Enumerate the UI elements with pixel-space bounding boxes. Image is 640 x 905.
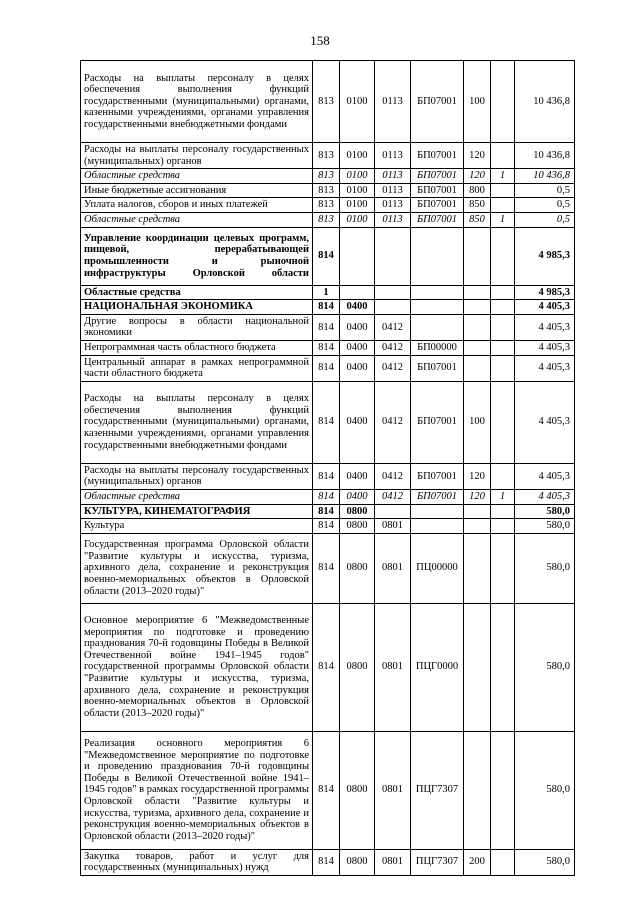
table-row — [81, 355, 575, 381]
row-name-cell: Основное мероприятие 6 "Межведомственные мероприятия по подготовке и проведению празднования 70-й годовщины Победы в Великой Отечественной войне 1941–1945 годов" государственной программы Орловской области "Развитие культуры и искусства, туризма, архивного дела, сохранение и реконструкция военно-мемориальных объектов в Орловской области (2013–2020 годы)" — [81, 603, 313, 731]
amount-cell: 4 405,3 — [515, 381, 575, 463]
expense-type-cell: 800 — [464, 183, 491, 198]
ministry-code-cell: 813 — [313, 169, 340, 184]
amount-cell: 10 436,8 — [515, 169, 575, 184]
row-name-cell: Областные средства — [81, 285, 313, 300]
target-article-cell: БП07001 — [411, 198, 464, 213]
ministry-code-cell: 814 — [313, 340, 340, 355]
subsection-code-cell: 0412 — [375, 489, 411, 504]
target-article-cell — [411, 504, 464, 519]
table-row — [81, 227, 575, 285]
subsection-code-cell — [375, 300, 411, 315]
amount-cell: 580,0 — [515, 519, 575, 534]
section-code-cell: 0800 — [340, 731, 375, 849]
subsection-code-cell: 0113 — [375, 212, 411, 227]
amount-cell: 4 405,3 — [515, 489, 575, 504]
target-article-cell: БП07001 — [411, 183, 464, 198]
target-article-cell: ПЦГ7307 — [411, 849, 464, 875]
table-row — [81, 504, 575, 519]
row-name-cell: Иные бюджетные ассигнования — [81, 183, 313, 198]
row-name-cell: Расходы на выплаты персоналу в целях обеспечения выполнения функций государственными (муниципальными) органами, казенными учреждениями, органами управления государственными внебюджетными фондами — [81, 381, 313, 463]
target-article-cell — [411, 227, 464, 285]
table-row — [81, 519, 575, 534]
subsection-code-cell: 0801 — [375, 519, 411, 534]
section-code-cell: 0800 — [340, 603, 375, 731]
ministry-code-cell: 813 — [313, 183, 340, 198]
expense-type-cell: 120 — [464, 463, 491, 489]
amount-cell: 580,0 — [515, 849, 575, 875]
section-code-cell: 0100 — [340, 143, 375, 169]
expense-type-cell: 100 — [464, 61, 491, 143]
expense-type-cell: 200 — [464, 849, 491, 875]
table-row — [81, 143, 575, 169]
ministry-code-cell: 814 — [313, 489, 340, 504]
subsection-code-cell — [375, 504, 411, 519]
funding-source-cell — [491, 731, 515, 849]
funding-source-cell — [491, 463, 515, 489]
target-article-cell: БП07001 — [411, 463, 464, 489]
subsection-code-cell: 0113 — [375, 169, 411, 184]
expense-type-cell — [464, 731, 491, 849]
funding-source-cell — [491, 227, 515, 285]
expense-type-cell — [464, 227, 491, 285]
target-article-cell: БП07001 — [411, 489, 464, 504]
page-number: 158 — [310, 33, 330, 48]
ministry-code-cell: 813 — [313, 198, 340, 213]
funding-source-cell — [491, 519, 515, 534]
expense-type-cell — [464, 285, 491, 300]
amount-cell: 10 436,8 — [515, 61, 575, 143]
row-name-cell: КУЛЬТУРА, КИНЕМАТОГРАФИЯ — [81, 504, 313, 519]
expense-type-cell: 850 — [464, 198, 491, 213]
amount-cell: 4 405,3 — [515, 300, 575, 315]
expense-type-cell — [464, 355, 491, 381]
target-article-cell: БП07001 — [411, 61, 464, 143]
section-code-cell — [340, 285, 375, 300]
target-article-cell: БП07001 — [411, 143, 464, 169]
amount-cell: 580,0 — [515, 731, 575, 849]
section-code-cell: 0800 — [340, 504, 375, 519]
section-code-cell: 0100 — [340, 183, 375, 198]
ministry-code-cell: 814 — [313, 504, 340, 519]
subsection-code-cell: 0801 — [375, 731, 411, 849]
table-row — [81, 731, 575, 849]
section-code-cell: 0800 — [340, 849, 375, 875]
expense-type-cell — [464, 504, 491, 519]
funding-source-cell — [491, 381, 515, 463]
amount-cell: 580,0 — [515, 533, 575, 603]
ministry-code-cell: 1 — [313, 285, 340, 300]
expense-type-cell — [464, 314, 491, 340]
funding-source-cell — [491, 183, 515, 198]
expense-type-cell: 100 — [464, 381, 491, 463]
section-code-cell: 0400 — [340, 463, 375, 489]
funding-source-cell — [491, 143, 515, 169]
section-code-cell: 0400 — [340, 314, 375, 340]
row-name-cell: Центральный аппарат в рамках непрограммной части областного бюджета — [81, 355, 313, 381]
row-name-cell: Непрограммная часть областного бюджета — [81, 340, 313, 355]
amount-cell: 4 985,3 — [515, 285, 575, 300]
expense-type-cell — [464, 340, 491, 355]
funding-source-cell — [491, 285, 515, 300]
row-name-cell: Расходы на выплаты персоналу государственных (муниципальных) органов — [81, 463, 313, 489]
section-code-cell: 0800 — [340, 533, 375, 603]
target-article-cell: БП07001 — [411, 381, 464, 463]
ministry-code-cell: 814 — [313, 227, 340, 285]
table-row — [81, 169, 575, 184]
amount-cell: 10 436,8 — [515, 143, 575, 169]
expense-type-cell: 850 — [464, 212, 491, 227]
table-body — [81, 61, 575, 876]
amount-cell: 0,5 — [515, 212, 575, 227]
subsection-code-cell: 0412 — [375, 314, 411, 340]
row-name-cell: Областные средства — [81, 212, 313, 227]
row-name-cell: Другие вопросы в области национальной экономики — [81, 314, 313, 340]
table-row — [81, 340, 575, 355]
ministry-code-cell: 813 — [313, 143, 340, 169]
amount-cell: 4 405,3 — [515, 340, 575, 355]
funding-source-cell — [491, 603, 515, 731]
row-name-cell: Управление координации целевых программ, пищевой, перерабатывающей промышленности и рыночной инфраструктуры Орловской области — [81, 227, 313, 285]
table-row — [81, 61, 575, 143]
row-name-cell: Реализация основного мероприятия 6 "Межведомственное мероприятие по подготовке и проведению празднования 70-й годовщины Победы в Великой Отечественной войне 1941–1945 годов" в рамках государственной программы Орловской области "Развитие культуры и искусства, туризма, архивного дела, сохранение и реконструкция военно-мемориальных объектов в Орловской области (2013–2020 годы)" — [81, 731, 313, 849]
section-code-cell: 0400 — [340, 489, 375, 504]
funding-source-cell — [491, 340, 515, 355]
table-row — [81, 489, 575, 504]
target-article-cell: БП00000 — [411, 340, 464, 355]
ministry-code-cell: 813 — [313, 61, 340, 143]
expense-type-cell: 120 — [464, 143, 491, 169]
amount-cell: 4 405,3 — [515, 314, 575, 340]
funding-source-cell: 1 — [491, 169, 515, 184]
section-code-cell: 0400 — [340, 340, 375, 355]
section-code-cell: 0400 — [340, 381, 375, 463]
subsection-code-cell — [375, 227, 411, 285]
expense-type-cell — [464, 519, 491, 534]
ministry-code-cell: 814 — [313, 381, 340, 463]
row-name-cell: Областные средства — [81, 169, 313, 184]
table-row — [81, 603, 575, 731]
table-row — [81, 533, 575, 603]
ministry-code-cell: 814 — [313, 463, 340, 489]
funding-source-cell — [491, 533, 515, 603]
amount-cell: 4 405,3 — [515, 463, 575, 489]
target-article-cell: ПЦГ0000 — [411, 603, 464, 731]
subsection-code-cell: 0801 — [375, 533, 411, 603]
subsection-code-cell — [375, 285, 411, 300]
table-row — [81, 285, 575, 300]
ministry-code-cell: 814 — [313, 519, 340, 534]
section-code-cell: 0100 — [340, 61, 375, 143]
table-row — [81, 300, 575, 315]
expense-type-cell: 120 — [464, 169, 491, 184]
target-article-cell: БП07001 — [411, 169, 464, 184]
subsection-code-cell: 0412 — [375, 381, 411, 463]
ministry-code-cell: 814 — [313, 603, 340, 731]
subsection-code-cell: 0113 — [375, 143, 411, 169]
row-name-cell: Культура — [81, 519, 313, 534]
target-article-cell: ПЦ00000 — [411, 533, 464, 603]
amount-cell: 4 405,3 — [515, 355, 575, 381]
row-name-cell: Расходы на выплаты персоналу в целях обеспечения выполнения функций государственными (муниципальными) органами, казенными учреждениями, органами управления государственными внебюджетными фондами — [81, 61, 313, 143]
table-row — [81, 849, 575, 875]
table-row — [81, 463, 575, 489]
target-article-cell — [411, 519, 464, 534]
row-name-cell: Расходы на выплаты персоналу государственных (муниципальных) органов — [81, 143, 313, 169]
row-name-cell: Уплата налогов, сборов и иных платежей — [81, 198, 313, 213]
expense-type-cell — [464, 300, 491, 315]
subsection-code-cell: 0412 — [375, 463, 411, 489]
ministry-code-cell: 813 — [313, 212, 340, 227]
funding-source-cell: 1 — [491, 489, 515, 504]
funding-source-cell — [491, 314, 515, 340]
funding-source-cell — [491, 504, 515, 519]
funding-source-cell — [491, 61, 515, 143]
section-code-cell: 0100 — [340, 198, 375, 213]
ministry-code-cell: 814 — [313, 533, 340, 603]
section-code-cell: 0100 — [340, 169, 375, 184]
subsection-code-cell: 0412 — [375, 340, 411, 355]
funding-source-cell — [491, 198, 515, 213]
funding-source-cell — [491, 849, 515, 875]
subsection-code-cell: 0801 — [375, 849, 411, 875]
ministry-code-cell: 814 — [313, 300, 340, 315]
section-code-cell: 0400 — [340, 300, 375, 315]
subsection-code-cell: 0113 — [375, 61, 411, 143]
subsection-code-cell: 0801 — [375, 603, 411, 731]
ministry-code-cell: 814 — [313, 731, 340, 849]
subsection-code-cell: 0412 — [375, 355, 411, 381]
target-article-cell: ПЦГ7307 — [411, 731, 464, 849]
table-row — [81, 314, 575, 340]
amount-cell: 0,5 — [515, 183, 575, 198]
funding-source-cell — [491, 300, 515, 315]
section-code-cell: 0400 — [340, 355, 375, 381]
target-article-cell — [411, 285, 464, 300]
row-name-cell: Областные средства — [81, 489, 313, 504]
amount-cell: 0,5 — [515, 198, 575, 213]
amount-cell: 580,0 — [515, 504, 575, 519]
subsection-code-cell: 0113 — [375, 198, 411, 213]
section-code-cell: 0800 — [340, 519, 375, 534]
amount-cell: 580,0 — [515, 603, 575, 731]
funding-source-cell: 1 — [491, 212, 515, 227]
ministry-code-cell: 814 — [313, 849, 340, 875]
table-row — [81, 212, 575, 227]
budget-table — [80, 60, 575, 876]
target-article-cell: БП07001 — [411, 212, 464, 227]
target-article-cell — [411, 314, 464, 340]
subsection-code-cell: 0113 — [375, 183, 411, 198]
row-name-cell: Закупка товаров, работ и услуг для государственных (муниципальных) нужд — [81, 849, 313, 875]
expense-type-cell — [464, 603, 491, 731]
row-name-cell: НАЦИОНАЛЬНАЯ ЭКОНОМИКА — [81, 300, 313, 315]
target-article-cell: БП07001 — [411, 355, 464, 381]
funding-source-cell — [491, 355, 515, 381]
section-code-cell — [340, 227, 375, 285]
row-name-cell: Государственная программа Орловской области "Развитие культуры и искусства, туризма, архивного дела, сохранение и реконструкция военно-мемориальных объектов в Орловской области (2013–2020 годы)" — [81, 533, 313, 603]
table-row — [81, 381, 575, 463]
ministry-code-cell: 814 — [313, 355, 340, 381]
table-row — [81, 198, 575, 213]
target-article-cell — [411, 300, 464, 315]
expense-type-cell — [464, 533, 491, 603]
expense-type-cell: 120 — [464, 489, 491, 504]
ministry-code-cell: 814 — [313, 314, 340, 340]
section-code-cell: 0100 — [340, 212, 375, 227]
amount-cell: 4 985,3 — [515, 227, 575, 285]
table-row — [81, 183, 575, 198]
